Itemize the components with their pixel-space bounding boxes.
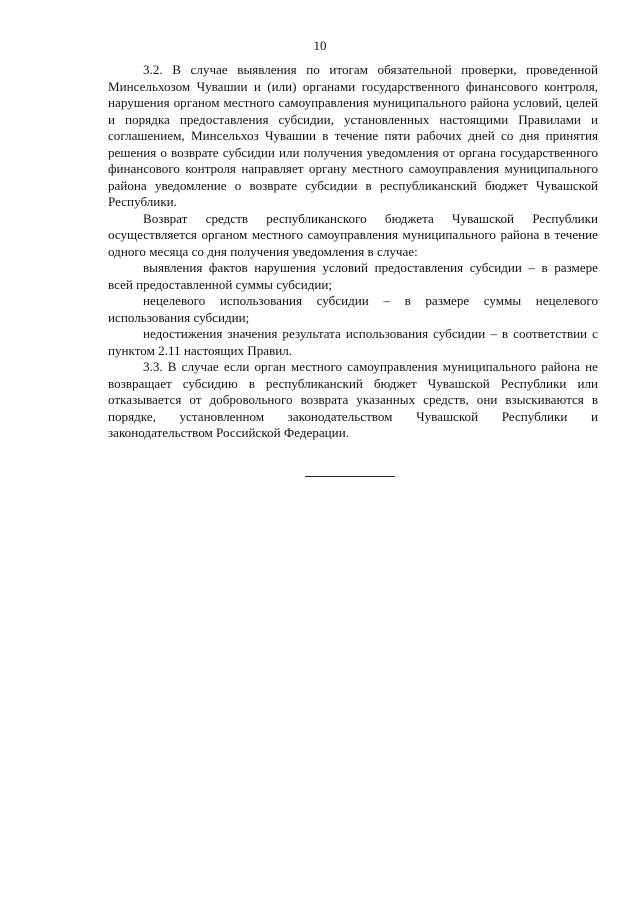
paragraph-case-result: недостижения значения результата использования субсидии – в соответствии с пунктом 2.11 настоящих Правил.	[108, 326, 598, 358]
paragraph-3-2: 3.2. В случае выявления по итогам обязательной проверки, проведенной Минсельхозом Чувашии и (или) органами государственного финансового контроля, нарушения органом местного самоуправления муниципального района условий, целей и порядка предоставления субсидии, установленных настоящими Правилами и соглашением, Минсельхоз Чувашии в течение пяти рабочих дней со дня принятия решения о возврате субсидии или получения уведомления от органа государственного финансового контроля направляет органу местного самоуправления муниципального района уведомление о возврате субсидии в республиканский бюджет Чувашской Республики.	[108, 62, 598, 209]
paragraph-case-violation: выявления фактов нарушения условий предоставления субсидии – в размере всей предоставленной суммы субсидии;	[108, 260, 598, 292]
end-separator-line	[305, 476, 395, 477]
paragraph-refund: Возврат средств республиканского бюджета Чувашской Республики осуществляется органом местного самоуправления муниципального района в течение одного месяца со дня получения уведомления в случае:	[108, 210, 598, 259]
paragraph-case-misuse: нецелевого использования субсидии – в размере суммы нецелевого использования субсидии;	[108, 293, 598, 325]
paragraph-3-3: 3.3. В случае если орган местного самоуправления муниципального района не возвращает субсидию в республиканский бюджет Чувашской Республики или отказывается от добровольного возврата указанных средств, они взыскиваются в порядке, установленном законодательством Чувашской Республики и законодательством Российской Федерации.	[108, 359, 598, 440]
document-body	[108, 62, 598, 442]
page-number: 10	[313, 38, 327, 53]
